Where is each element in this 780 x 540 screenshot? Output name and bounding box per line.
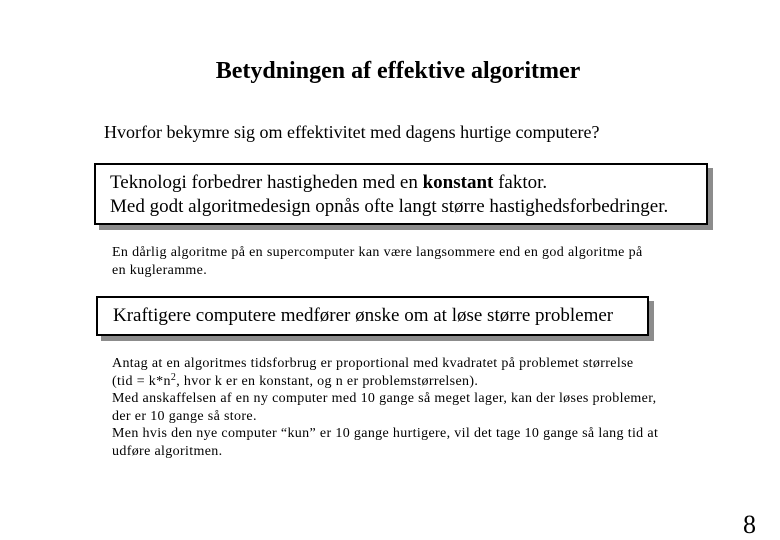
callout-bold-word: konstant — [422, 172, 494, 193]
callout-line-1-start: Teknologi forbedrer hastigheden med en — [110, 172, 423, 193]
callout2-text: Kraftigere computere medfører ønske om at løse større problemer — [113, 305, 614, 326]
callout-line-2: Med godt algoritmedesign opnås ofte langt større hastighedsforbedringer. — [110, 196, 669, 217]
page-number: 8 — [743, 510, 756, 539]
callout-line-1 — [96, 165, 706, 195]
exponent: 2 — [170, 371, 177, 383]
supercomputer-note — [112, 244, 643, 279]
larger-problems-callout-box — [96, 296, 649, 336]
note2-line-2-end: , hvor k er en konstant, og n er problemstørrelsen). — [176, 373, 479, 389]
note2-line-2 — [112, 373, 658, 391]
callout-line-1-end: faktor. — [493, 172, 548, 193]
note1-line-2: en kugleramme. — [112, 262, 208, 278]
note2-line-2-start: (tid = k*n — [112, 373, 171, 389]
slide-title: Betydningen af effektive algoritmer — [215, 58, 581, 84]
note2-line-1: Antag at en algoritmes tidsforbrug er proportional med kvadratet på problemet størrelse — [112, 356, 634, 371]
note1-line-1: En dårlig algoritme på en supercomputer kan være langsommere end en god algoritme på — [112, 245, 643, 260]
note2-line-6: udføre algoritmen. — [112, 443, 223, 459]
note2-line-3: Med anskaffelsen af en ny computer med 10 gange så meget lager, kan der løses problemer, — [112, 391, 657, 406]
quadratic-example-note — [112, 355, 658, 460]
note2-line-4: der er 10 gange så store. — [112, 408, 257, 424]
note2-line-5: Men hvis den nye computer “kun” er 10 gange hurtigere, vil det tage 10 gange så lang tid at — [112, 426, 659, 441]
technology-callout-box — [94, 163, 708, 225]
question-text: Hvorfor bekymre sig om effektivitet med dagens hurtige computere? — [104, 122, 600, 142]
